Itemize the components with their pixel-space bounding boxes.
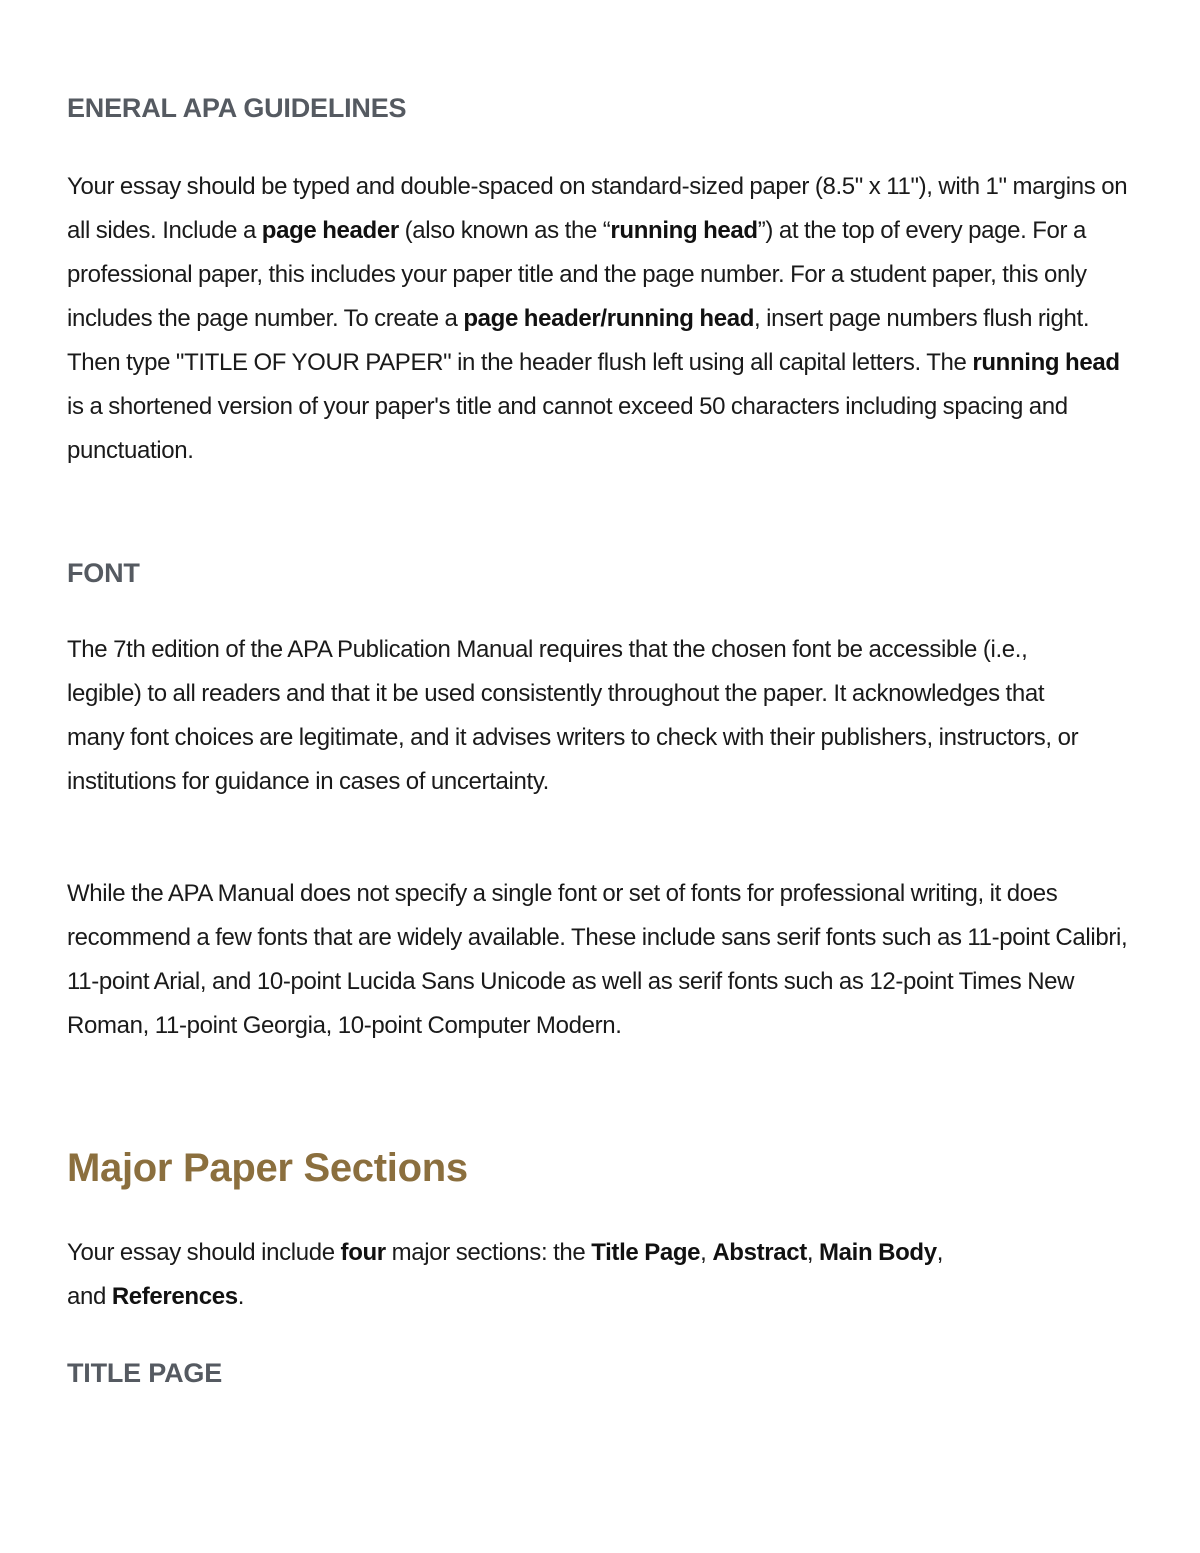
title-page-heading: TITLE PAGE	[67, 1358, 223, 1388]
bold-term: References	[111, 1283, 238, 1310]
bold-term: Abstract	[712, 1239, 807, 1266]
bold-term: running head	[610, 217, 758, 244]
bold-term: page header	[261, 217, 399, 244]
bold-term: four	[340, 1239, 386, 1266]
font-paragraph-1: The 7th edition of the APA Publication Manual requires that the chosen font be accessible (i.e., legible) to all readers and that it be used consistently throughout the paper. It acknowledges that many font choices are legitimate, and it advises writers to check with their publishers, instructors, or institutions for guidance in cases of uncertainty.	[67, 636, 1079, 795]
font-heading: FONT	[67, 558, 140, 588]
general-guidelines-heading: ENERAL APA GUIDELINES	[67, 93, 407, 123]
bold-term: running head	[972, 349, 1120, 376]
font-paragraph-2: While the APA Manual does not specify a single font or set of fonts for professional writing, it does recommend a few fonts that are widely available. These include sans serif fonts such as 11-point Calibri, 11-point Arial, and 10-point Lucida Sans Unicode as well as serif fonts such as 12-point Times New Roman, 11-point Georgia, 10-point Computer Modern.	[67, 880, 1128, 1039]
bold-term: Main Body	[819, 1239, 937, 1266]
general-guidelines-paragraph: Your essay should be typed and double-spaced on standard-sized paper (8.5" x 11"), with 1" margins on all sides. Include a page header (also known as the “running head”) at the top of every page. For a professional paper, this includes your paper title and the page number. For a student paper, this only includes the page number. To create a page header/running head, insert page numbers flush right. Then type "TITLE OF YOUR PAPER" in the header flush left using all capital letters. The running head is a shortened version of your paper's title and cannot exceed 50 characters including spacing and punctuation.	[67, 173, 1128, 464]
major-sections-heading: Major Paper Sections	[67, 1146, 468, 1190]
bold-term: page header/running head	[463, 305, 755, 332]
major-sections-paragraph: Your essay should include four major sections: the Title Page, Abstract, Main Body, and References.	[67, 1239, 944, 1310]
bold-term: Title Page	[591, 1239, 701, 1266]
